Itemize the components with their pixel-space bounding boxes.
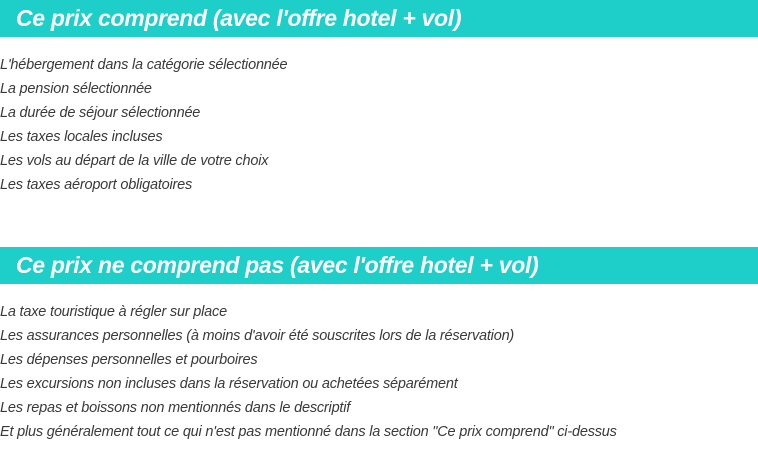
list-item: La durée de séjour sélectionnée: [0, 105, 201, 121]
excluded-section-title: Ce prix ne comprend pas (avec l'offre hotel + vol): [0, 247, 758, 284]
list-item: Les vols au départ de la ville de votre choix: [0, 153, 269, 169]
list-item: Les taxes locales incluses: [0, 129, 163, 145]
list-item: Les excursions non incluses dans la réservation ou achetées séparément: [0, 376, 458, 392]
list-item: Les dépenses personnelles et pourboires: [0, 352, 258, 368]
list-item: L'hébergement dans la catégorie sélectionnée: [0, 57, 288, 73]
included-list: [0, 53, 287, 197]
list-item: Les taxes aéroport obligatoires: [0, 177, 193, 193]
list-item: Les assurances personnelles (à moins d'avoir été souscrites lors de la réservation): [0, 328, 515, 344]
excluded-list: [0, 300, 617, 444]
list-item: La taxe touristique à régler sur place: [0, 304, 227, 320]
list-item: Et plus généralement tout ce qui n'est pas mentionné dans la section "Ce prix comprend" ci-dessus: [0, 424, 617, 440]
included-section-title: Ce prix comprend (avec l'offre hotel + vol): [0, 0, 758, 37]
list-item: Les repas et boissons non mentionnés dans le descriptif: [0, 400, 351, 416]
list-item: La pension sélectionnée: [0, 81, 152, 97]
